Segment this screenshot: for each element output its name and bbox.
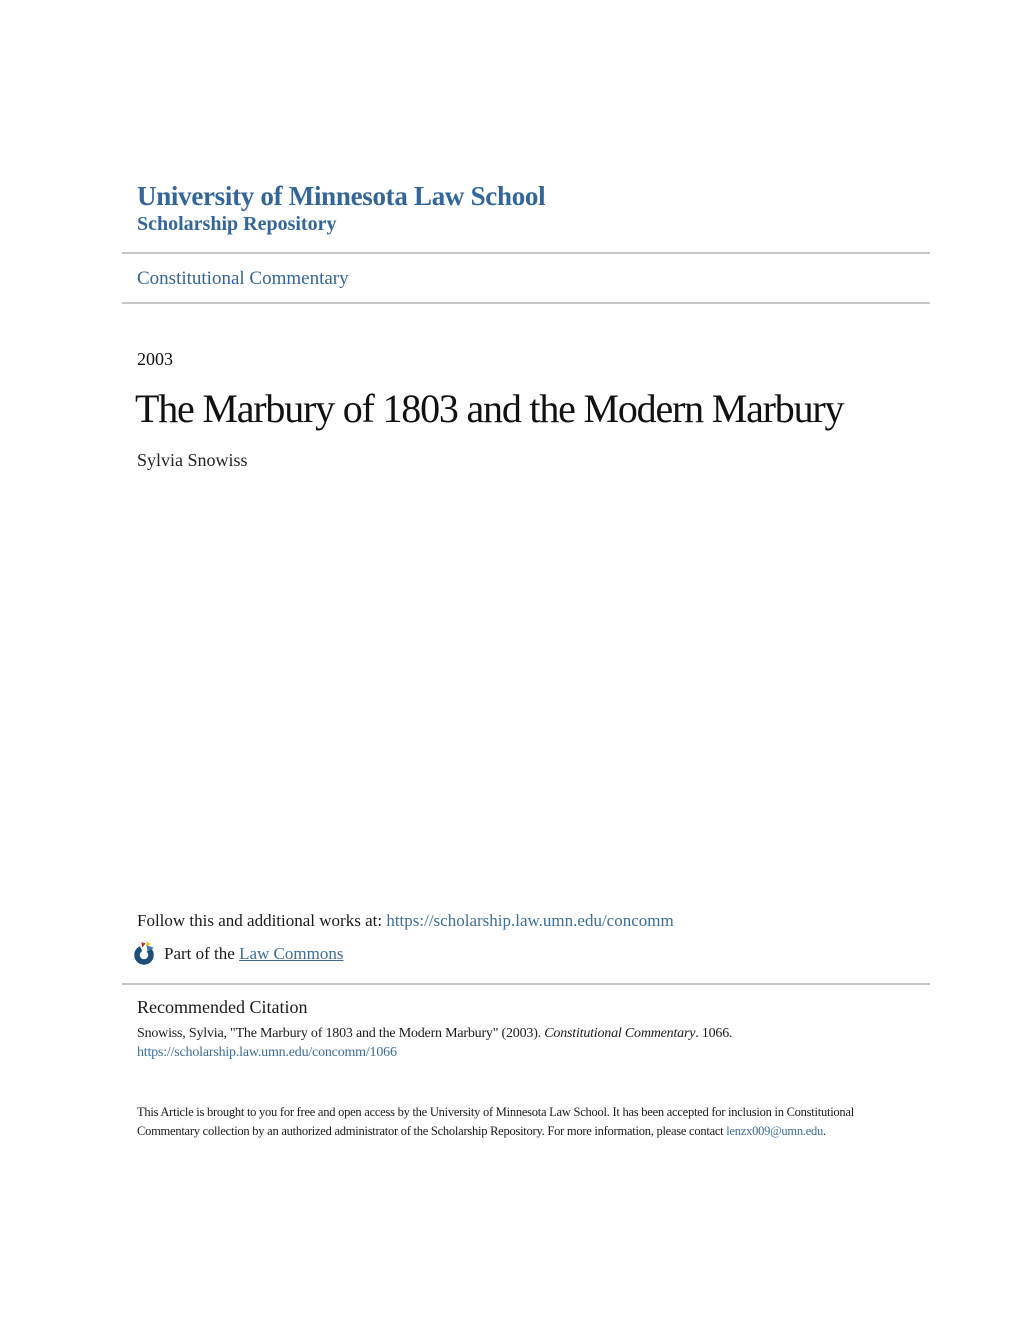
law-commons-link[interactable]: Law Commons [239, 944, 344, 963]
institution-name: University of Minnesota Law School [137, 181, 546, 211]
citation-journal-italic: Constitutional Commentary [544, 1026, 696, 1041]
divider-top [122, 252, 930, 254]
part-of-line [133, 941, 343, 967]
divider-under-journal [122, 302, 930, 304]
part-of-text [164, 944, 343, 964]
series-url-link[interactable]: https://scholarship.law.umn.edu/concomm [386, 911, 674, 930]
recommended-citation-heading: Recommended Citation [137, 997, 308, 1017]
contact-email-link[interactable]: lenzx009@umn.edu [726, 1123, 823, 1138]
access-statement-line2 [137, 1122, 854, 1141]
journal-series-link[interactable]: Constitutional Commentary [137, 268, 349, 289]
digital-commons-network-icon [133, 941, 157, 967]
access-statement [137, 1103, 854, 1140]
access-statement-line2-text: Commentary collection by an authorized administrator of the Scholarship Repository. For more information, please contact [137, 1123, 727, 1138]
repository-site-name: Scholarship Repository [137, 213, 337, 235]
access-statement-period: . [823, 1123, 826, 1138]
publication-year: 2003 [137, 349, 173, 369]
citation-url-link[interactable]: https://scholarship.law.umn.edu/concomm/1066 [137, 1045, 397, 1060]
article-author: Sylvia Snowiss [137, 450, 248, 470]
citation-after-journal: . 1066. [695, 1026, 733, 1041]
article-title: The Marbury of 1803 and the Modern Marbury [135, 386, 844, 431]
masthead [137, 181, 545, 236]
citation-url-line [137, 1045, 397, 1061]
citation-before-journal: Snowiss, Sylvia, "The Marbury of 1803 and the Modern Marbury" (2003). [137, 1026, 545, 1041]
divider-above-citation [122, 983, 930, 985]
part-of-label: Part of the [164, 944, 240, 963]
follow-works-line [137, 911, 674, 931]
citation-text [137, 1026, 732, 1042]
access-statement-line1: This Article is brought to you for free and open access by the University of Minnesota Law School. It has been accepted for inclusion in Constitutional [137, 1105, 854, 1119]
follow-works-label: Follow this and additional works at: [137, 911, 387, 930]
